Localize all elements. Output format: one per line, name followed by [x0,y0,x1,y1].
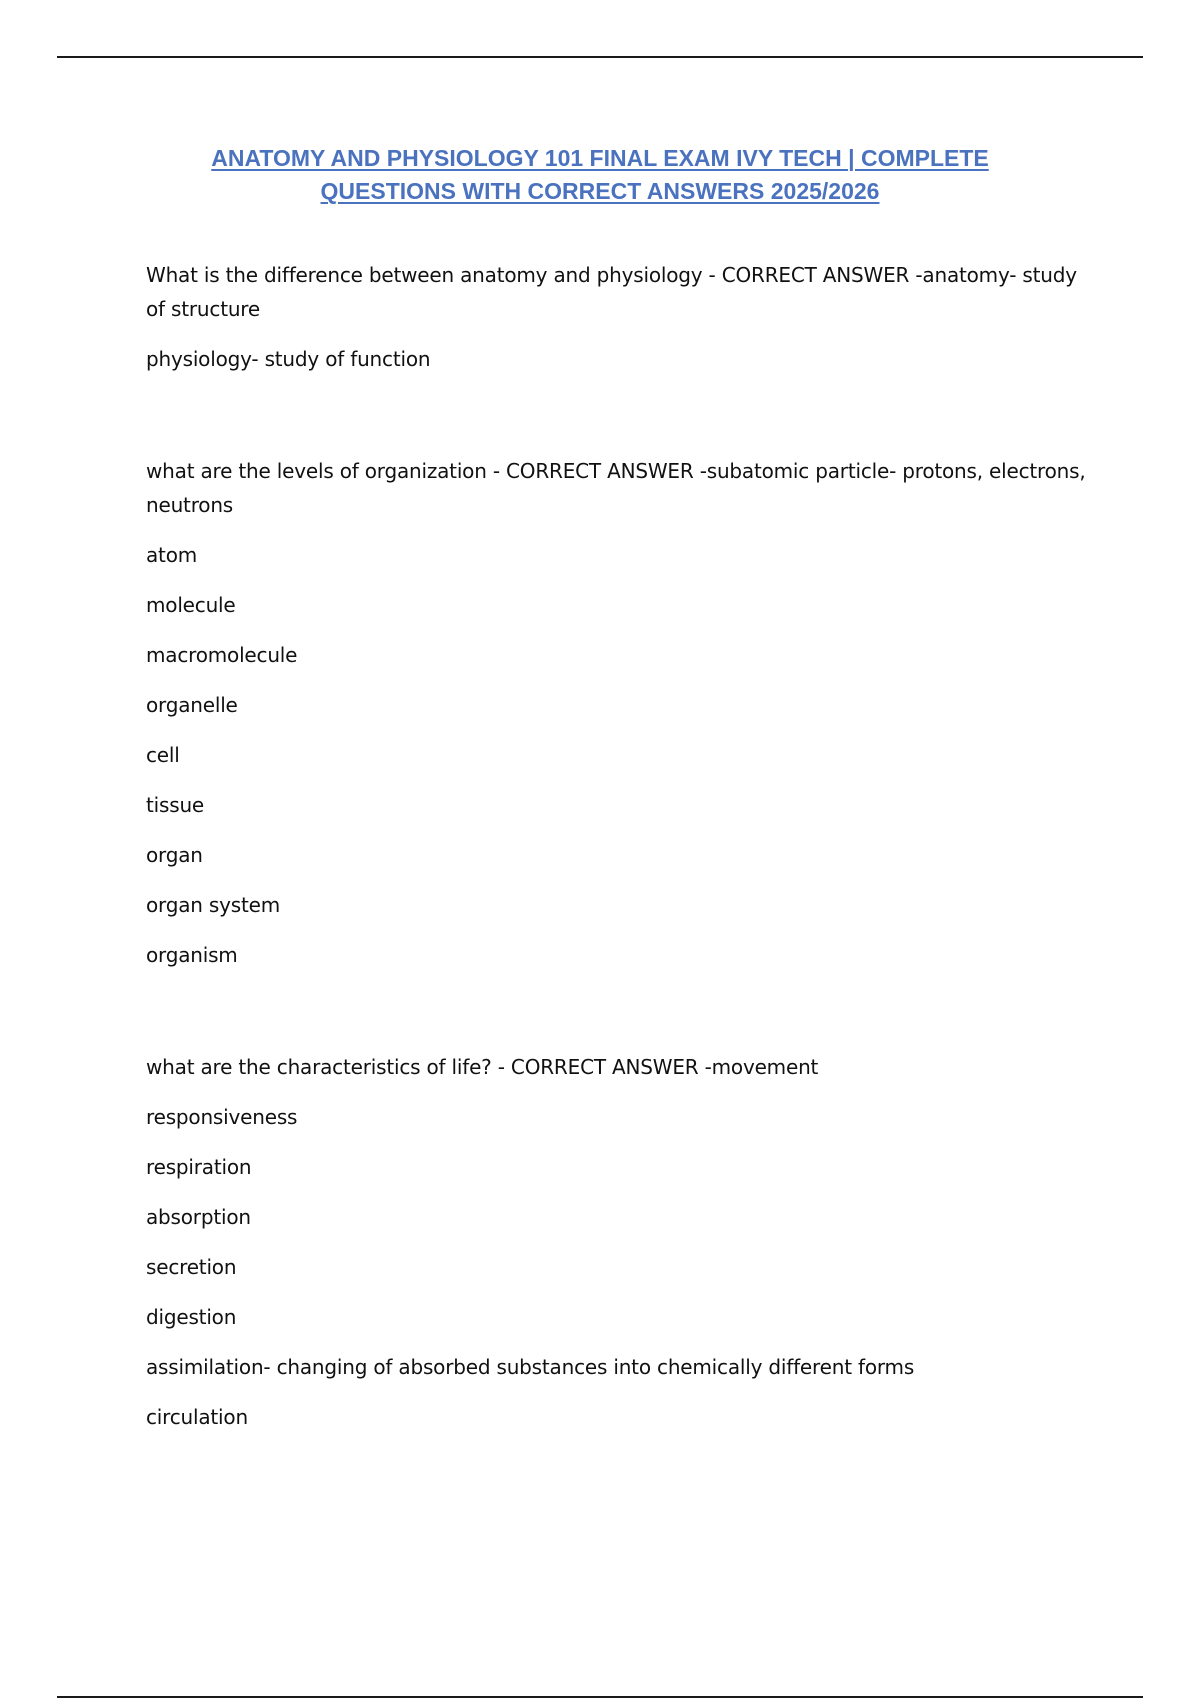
qa-item [146,258,1096,376]
answer-paragraph: absorption [146,1205,251,1229]
section-spacer [146,392,1096,454]
title-line-2: QUESTIONS WITH CORRECT ANSWERS 2025/2026 [320,178,880,204]
title-line-1: ANATOMY AND PHYSIOLOGY 101 FINAL EXAM IVY TECH | COMPLETE [211,145,989,171]
question-paragraph: What is the difference between anatomy and physiology - CORRECT ANSWER -anatomy- study of structure [146,263,1077,321]
answer-paragraph: organism [146,943,238,967]
qa-item [146,454,1096,972]
answer-paragraph: circulation [146,1405,248,1429]
answer-paragraph: organ [146,843,203,867]
answer-paragraph: assimilation- changing of absorbed substances into chemically different forms [146,1355,915,1379]
answer-paragraph: molecule [146,593,236,617]
answer-paragraph: tissue [146,793,205,817]
section-spacer [146,988,1096,1050]
answer-paragraph: macromolecule [146,643,298,667]
answer-paragraph: responsiveness [146,1105,298,1129]
question-paragraph: what are the levels of organization - CORRECT ANSWER -subatomic particle- protons, electrons, neutrons [146,459,1086,517]
bottom-rule [57,1696,1143,1698]
answer-paragraph: secretion [146,1255,237,1279]
qa-item [146,1050,1096,1434]
answer-paragraph: organelle [146,693,238,717]
answer-paragraph: digestion [146,1305,237,1329]
answer-paragraph: cell [146,743,180,767]
question-paragraph: what are the characteristics of life? - CORRECT ANSWER -movement [146,1055,819,1079]
answer-paragraph: respiration [146,1155,252,1179]
document-title [100,142,1100,208]
answer-paragraph: atom [146,543,198,567]
answer-paragraph: physiology- study of function [146,347,431,371]
answer-paragraph: organ system [146,893,280,917]
top-rule [57,56,1143,58]
document-body [146,258,1096,1450]
